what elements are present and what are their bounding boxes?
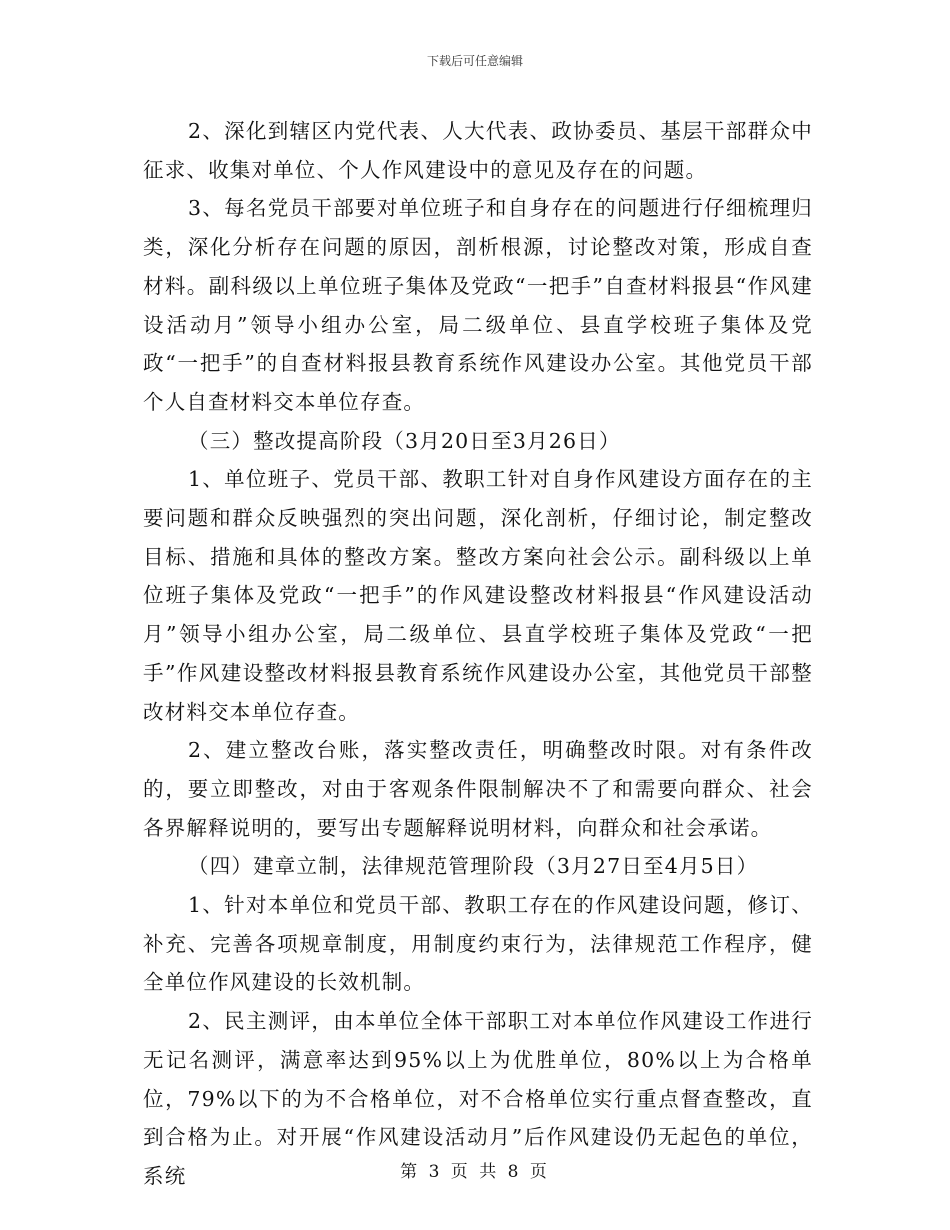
paragraph-2-rectification-ledger: 2、建立整改台账，落实整改责任，明确整改时限。对有条件改的，要立即整改，对由于客观条件限制解决不了和需要向群众、社会各界解释说明的，要写出专题解释说明材料，向群众和社会承诺。 <box>143 738 813 840</box>
paragraph-3-self-check: 3、每名党员干部要对单位班子和自身存在的问题进行仔细梳理归类，深化分析存在问题的原因，剖析根源，讨论整改对策，形成自查材料。副科级以上单位班子集体及党政“一把手”自查材料报县“作风建设活动月”领导小组办公室，局二级单位、县直学校班子集体及党政“一把手”的自查材料报县教育系统作风建设办公室。其他党员干部个人自查材料交本单位存查。 <box>143 196 813 414</box>
page-number-footer: 第 3 页 共 8 页 <box>400 1162 550 1182</box>
paragraph-1-rectification-plan: 1、单位班子、党员干部、教职工针对自身作风建设方面存在的主要问题和群众反映强烈的突出问题，深化剖析，仔细讨论，制定整改目标、措施和具体的整改方案。整改方案向社会公示。副科级以上单位班子集体及党政“一把手”的作风建设整改材料报县“作风建设活动月”领导小组办公室，局二级单位、县直学校班子集体及党政“一把手”作风建设整改材料报县教育系统作风建设办公室，其他党员干部整改材料交本单位存查。 <box>143 467 813 724</box>
document-body <box>143 112 813 1196</box>
paragraph-1-regulations: 1、针对本单位和党员干部、教职工存在的作风建设问题，修订、补充、完善各项规章制度，用制度约束行为，法律规范工作程序，健全单位作风建设的长效机制。 <box>143 893 813 995</box>
paragraph-2-democratic-evaluation: 2、民主测评，由本单位全体干部职工对本单位作风建设工作进行无记名测评，满意率达到95%以上为优胜单位，80%以上为合格单位，79%以下的为不合格单位，对不合格单位实行重点督查整改，直到合格为止。对开展“作风建设活动月”后作风建设仍无起色的单位，系统 <box>143 1009 813 1188</box>
page-header: 下载后可任意编辑 <box>426 54 523 68</box>
section-heading-rectification: （三）整改提高阶段（3月20日至3月26日） <box>188 428 621 453</box>
section-heading-regulations: （四）建章立制，法律规范管理阶段（3月27日至4月5日） <box>188 854 759 879</box>
paragraph-2-solicit-opinions: 2、深化到辖区内党代表、人大代表、政协委员、基层干部群众中征求、收集对单位、个人作风建设中的意见及存在的问题。 <box>143 119 813 182</box>
